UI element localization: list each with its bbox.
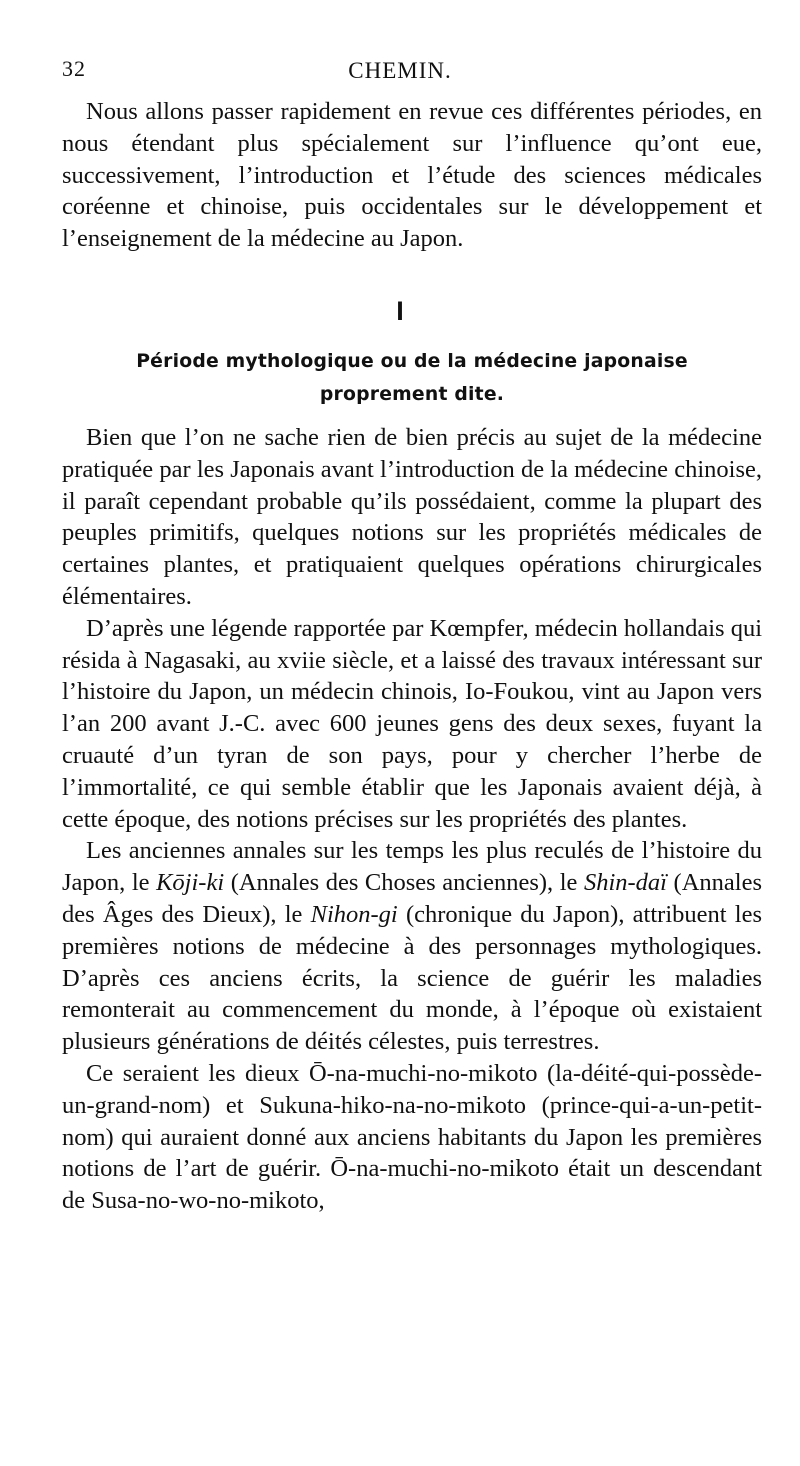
body-text [62,422,762,1217]
paragraph-3 [62,835,762,1058]
section-title-line-2: proprement dite. [319,384,505,405]
intro-paragraph: Nous allons passer rapidement en revue ces différentes périodes, en nous étendant plus spécialement sur l’influence qu’ont eue, successivement, l’introduction et l’étude des sciences médicales coréenne et chinoise, puis occidentales sur le développement et l’enseignement de la médecine au Japon. [62,98,762,253]
paragraph-4: Ce seraient les dieux Ō-na-muchi-no-mikoto (la-déité-qui-possède-un-grand-nom) et Sukuna-hiko-na-no-mikoto (prince-qui-a-un-petit-nom) qui auraient donné aux anciens habitants du Japon les premières notions de l’art de guérir. Ō-na-muchi-no-mikoto était un descendant de Susa-no-wo-no-mikoto, [62,1059,762,1215]
page-number: 32 [62,56,86,81]
section-title-line-1: Période mythologique ou de la médecine japonaise [136,351,688,372]
running-head [0,52,800,92]
title-koji-ki: Kōji-ki [156,869,225,897]
paragraph-2: D’après une légende rapportée par Kœmpfer, médecin hollandais qui résida à Nagasaki, au xviie siècle, et a laissé des travaux intéressant sur l’histoire du Japon, un médecin chinois, Io-Foukou, vint au Japon vers l’an 200 avant J.-C. avec 600 jeunes gens des deux sexes, fuyant la cruauté d’un tyran de son pays, pour y chercher l’herbe de l’immortalité, ce qui semble établir que les Japonais avaient déjà, à cette époque, des notions précises sur les propriétés des plantes. [62,614,762,833]
section-numeral: I [396,296,404,326]
title-shin-dai: Shin-daï [583,869,667,897]
section-title [62,345,762,411]
paragraph-1: Bien que l’on ne sache rien de bien précis au sujet de la médecine pratiquée par les Japonais avant l’introduction de la médecine chinoise, il paraît cependant probable qu’ils possédaient, comme la plupart des peuples primitifs, quelques notions sur les propriétés médicales de certaines plantes, et pratiquaient quelques opérations chirurgicales élémentaires. [62,424,762,610]
title-nihon-gi: Nihon-gi [310,900,398,928]
paragraph-3-part-d: (chronique du Japon), attribuent les premières notions de médecine à des personnages mythologiques. D’après ces anciens écrits, la science de guérir les maladies remonterait au commencement du monde, à l’époque où existaient plusieurs générations de déités célestes, puis terrestres. [62,900,762,1056]
running-title: CHEMIN. [348,58,452,83]
paragraph-3-part-b: (Annales des Choses anciennes), le [224,869,584,897]
paragraph-3-part-a: Les anciennes annales sur les temps les plus reculés de l’histoire du Japon, le [62,837,762,897]
intro-paragraph-block [62,96,762,255]
paragraph-3-part-c: (Annales des Âges des Dieux), le [62,869,762,928]
